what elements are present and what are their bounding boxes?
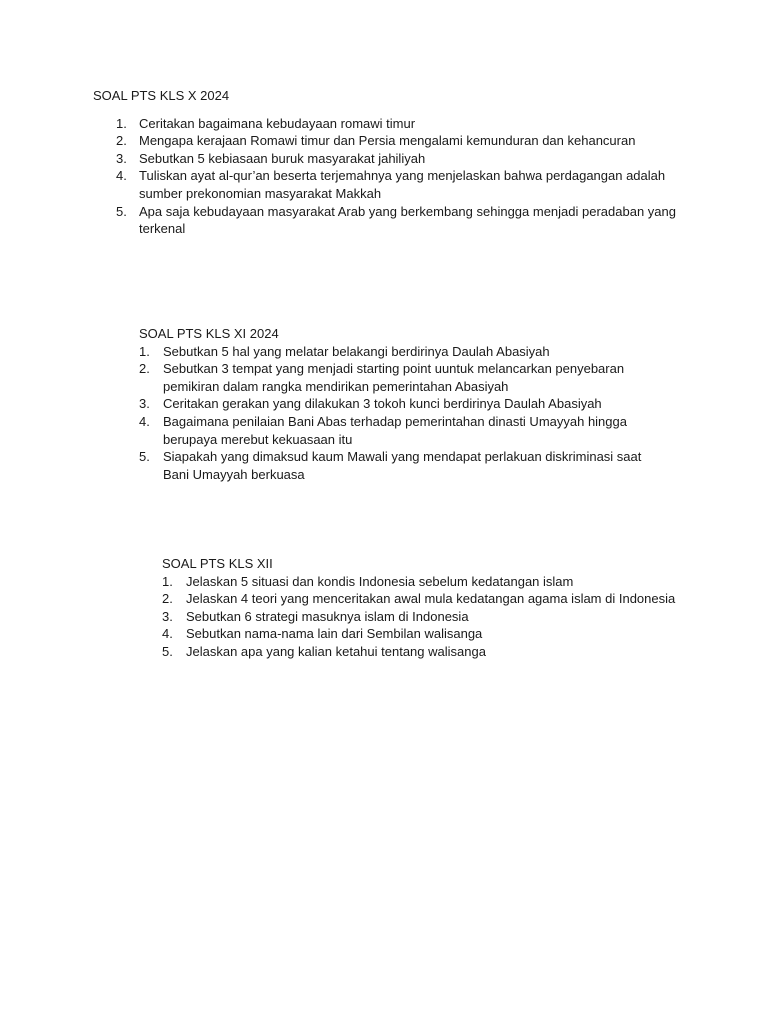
list-item (93, 115, 679, 133)
list-item (93, 203, 679, 238)
item-number: 2. (139, 361, 150, 377)
item-text: Sebutkan 6 strategi masuknya islam di Indonesia (186, 608, 469, 624)
list-item (162, 643, 686, 661)
section-kls-xi (139, 325, 663, 483)
item-number: 1. (139, 343, 150, 359)
section-kls-xii (162, 555, 686, 661)
list-item (139, 360, 663, 395)
list-item (162, 573, 686, 591)
item-text: Siapakah yang dimaksud kaum Mawali yang mendapat perlakuan diskriminasi saat Bani Umayyah berkuasa (163, 449, 642, 482)
item-text: Jelaskan 5 situasi dan kondis Indonesia sebelum kedatangan islam (186, 573, 574, 589)
item-number: 4. (139, 413, 150, 429)
item-text: Ceritakan bagaimana kebudayaan romawi timur (139, 115, 416, 131)
question-list (93, 115, 679, 238)
section-title: SOAL PTS KLS XI 2024 (139, 326, 279, 341)
item-number: 5. (116, 203, 127, 219)
item-number: 2. (116, 133, 127, 149)
list-item (93, 167, 679, 202)
section-title: SOAL PTS KLS XII (162, 556, 273, 571)
item-number: 3. (116, 150, 127, 166)
item-number: 1. (116, 115, 127, 131)
item-text: Sebutkan 5 kebiasaan buruk masyarakat jahiliyah (139, 150, 426, 166)
item-number: 1. (162, 573, 173, 589)
list-item (162, 625, 686, 643)
item-text: Jelaskan 4 teori yang menceritakan awal mula kedatangan agama islam di Indonesia (186, 591, 676, 607)
item-text: Jelaskan apa yang kalian ketahui tentang walisanga (186, 643, 486, 659)
list-item (139, 413, 663, 448)
section-title: SOAL PTS KLS X 2024 (93, 88, 230, 103)
item-text: Sebutkan 3 tempat yang menjadi starting point uuntuk melancarkan penyebaran pemikiran dalam rangka mendirikan pemerintahan Abasiyah (163, 361, 625, 394)
list-item (139, 395, 663, 413)
list-item (162, 608, 686, 626)
item-text: Sebutkan nama-nama lain dari Sembilan walisanga (186, 626, 483, 642)
item-text: Ceritakan gerakan yang dilakukan 3 tokoh kunci berdirinya Daulah Abasiyah (163, 396, 602, 412)
list-item (93, 132, 679, 150)
item-number: 2. (162, 591, 173, 607)
list-item (162, 590, 686, 608)
question-list (162, 573, 686, 661)
item-number: 5. (139, 449, 150, 465)
list-item (139, 343, 663, 361)
item-number: 3. (162, 608, 173, 624)
item-number: 4. (162, 626, 173, 642)
question-list (139, 343, 663, 484)
item-text: Tuliskan ayat al-qur’an beserta terjemahnya yang menjelaskan bahwa perdagangan adalah sumber prekonomian masyarakat Makkah (139, 168, 666, 201)
item-text: Bagaimana penilaian Bani Abas terhadap pemerintahan dinasti Umayyah hingga berupaya merebut kekuasaan itu (163, 413, 627, 447)
section-kls-x (93, 87, 679, 238)
item-text: Sebutkan 5 hal yang melatar belakangi berdirinya Daulah Abasiyah (163, 343, 550, 359)
item-number: 5. (162, 643, 173, 659)
list-item (93, 150, 679, 168)
list-item (139, 448, 663, 483)
item-text: Apa saja kebudayaan masyarakat Arab yang berkembang sehingga menjadi peradaban yang terkenal (139, 203, 676, 237)
item-text: Mengapa kerajaan Romawi timur dan Persia mengalami kemunduran dan kehancuran (139, 133, 636, 149)
item-number: 4. (116, 168, 127, 184)
item-number: 3. (139, 396, 150, 412)
